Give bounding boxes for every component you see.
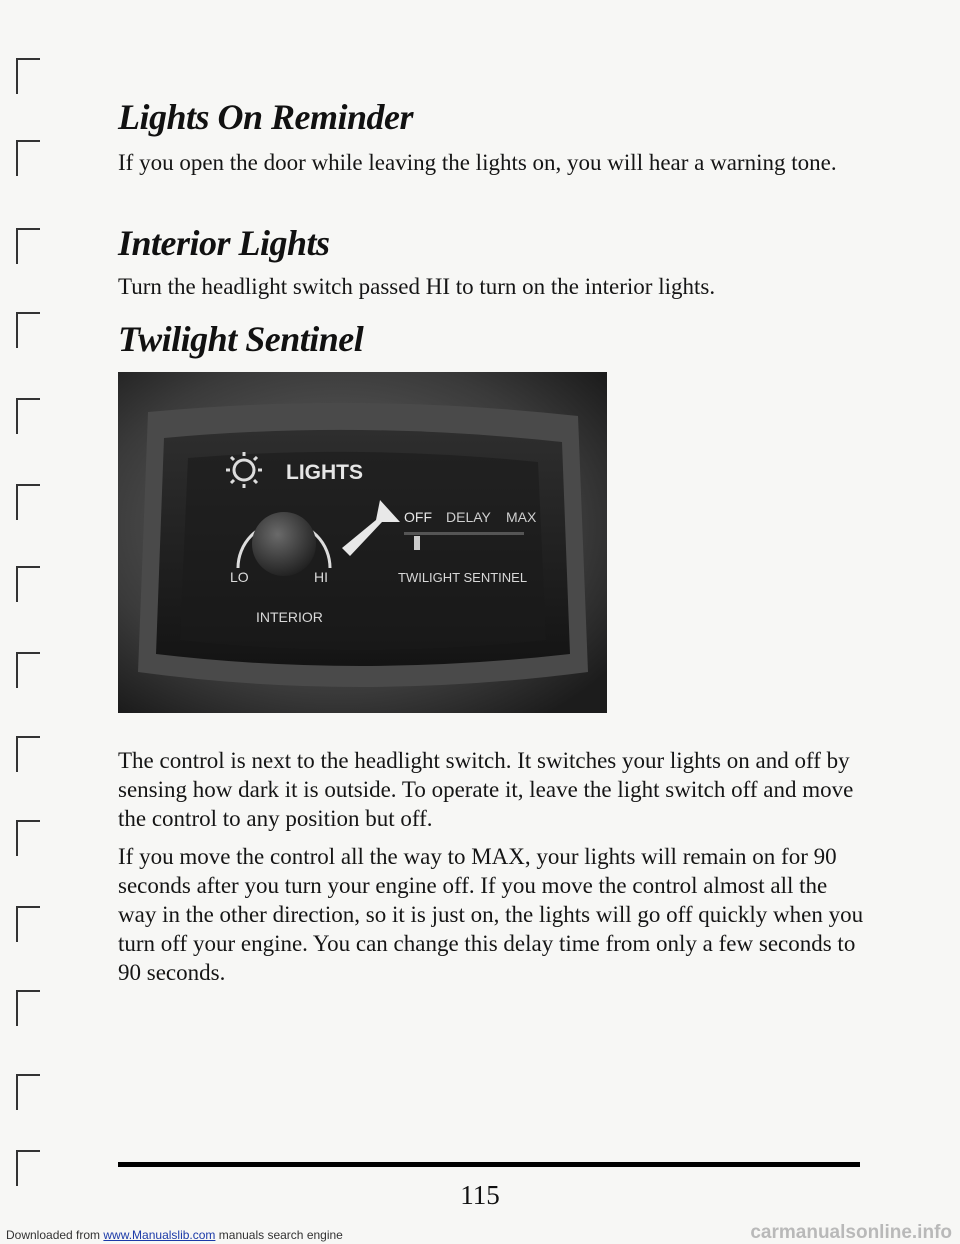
slider-track [404, 532, 524, 535]
margin-mark [16, 484, 50, 524]
margin-mark [16, 736, 50, 776]
margin-mark [16, 1074, 50, 1114]
interior-label: INTERIOR [256, 609, 323, 625]
max-label: MAX [506, 509, 537, 525]
headlight-control-illustration [118, 372, 607, 713]
margin-mark [16, 58, 50, 98]
lights-on-reminder-text: If you open the door while leaving the lights on, you will hear a warning tone. [118, 150, 837, 175]
margin-mark [16, 652, 50, 692]
hi-label: HI [314, 569, 328, 585]
twilight-sentinel-paragraph-2: If you move the control all the way to MAX, your lights will remain on for 90 seconds after you turn your engine off. If you move the control almost all the way in the other direction, so it is just on, the lights will go off quickly when you turn off your engine. You can change this delay time from only a few seconds to 90 seconds. [118, 844, 864, 985]
margin-mark [16, 312, 50, 352]
margin-mark [16, 906, 50, 946]
headlight-knob [252, 512, 316, 576]
bottom-rule [118, 1162, 860, 1167]
margin-mark [16, 820, 50, 860]
download-footer [6, 1228, 343, 1242]
twilight-sentinel-label: TWILIGHT SENTINEL [398, 570, 528, 585]
delay-label: DELAY [446, 509, 491, 525]
interior-lights-text: Turn the headlight switch passed HI to turn on the interior lights. [118, 274, 716, 299]
margin-mark [16, 566, 50, 606]
lights-label: LIGHTS [286, 461, 363, 484]
margin-mark [16, 228, 50, 268]
off-label: OFF [404, 509, 432, 525]
slider-handle [414, 536, 420, 550]
footer-suffix: manuals search engine [215, 1228, 343, 1242]
manualslib-link[interactable]: www.Manualslib.com [103, 1228, 216, 1242]
watermark: carmanualsonline.info [750, 1222, 952, 1243]
twilight-sentinel-heading: Twilight Sentinel [118, 319, 364, 359]
twilight-sentinel-paragraph-1: The control is next to the headlight switch. It switches your lights on and off by sensing how dark it is outside. To operate it, leave the light switch off and move the control to any position but off. [118, 748, 854, 831]
interior-lights-heading: Interior Lights [118, 223, 330, 263]
margin-mark [16, 990, 50, 1030]
twilight-sentinel-photo [118, 372, 607, 713]
page-number: 115 [460, 1180, 500, 1210]
margin-mark [16, 398, 50, 438]
footer-prefix: Downloaded from [6, 1228, 104, 1242]
lo-label: LO [230, 569, 249, 585]
lights-on-reminder-heading: Lights On Reminder [118, 97, 414, 137]
binding-margin-marks [0, 0, 70, 1242]
margin-mark [16, 140, 50, 180]
